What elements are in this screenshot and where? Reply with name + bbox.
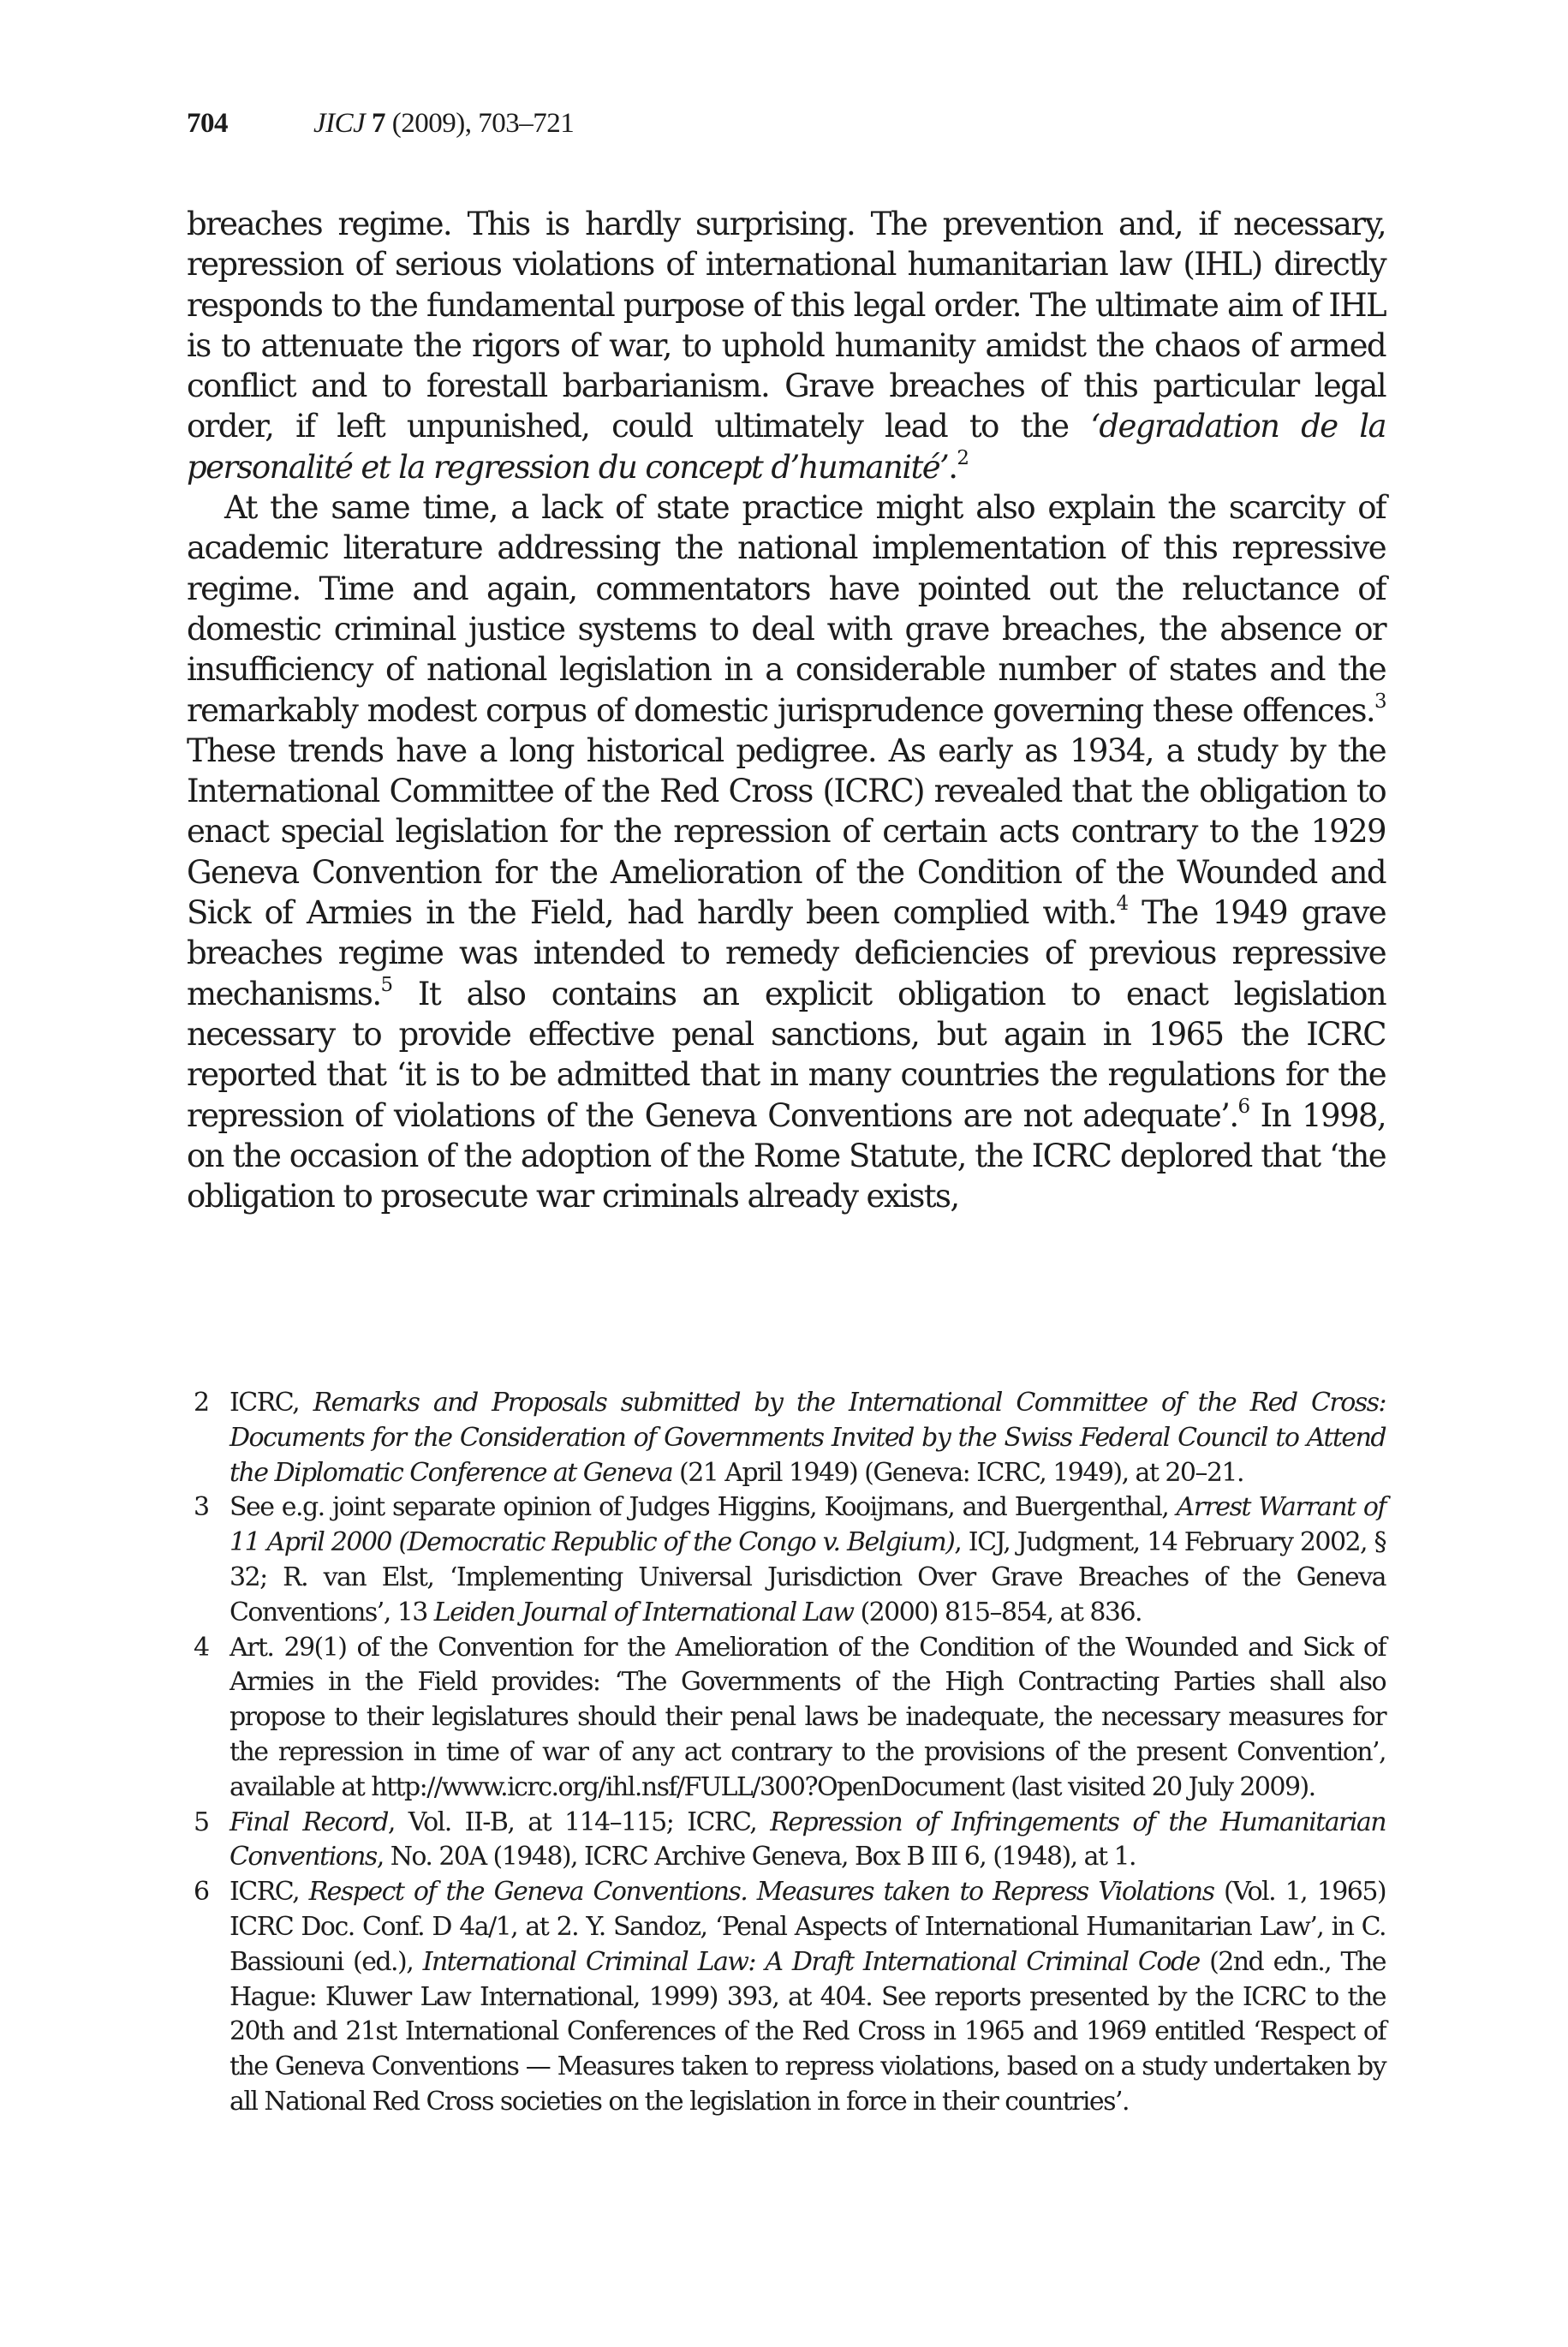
french-quote: ‘degradation de la personalité et la regression du concept d’humanité’	[187, 408, 1386, 486]
paragraph-2-sentence-4: It also contains an explicit obligation to enact legislation necessary to provide effective penal sanctions, but again in 1965 the ICRC reported that ‘it is to be admitted that in many countries the regulations for the repression of violations of the Geneva Conventions are not adequate’.	[187, 975, 1386, 1134]
journal-citation: (2009), 703–721	[385, 108, 575, 139]
footnote-italic-text: Final Record	[230, 1807, 388, 1837]
footnote-5	[187, 1806, 1386, 1876]
footnote-italic-text: Repression of Infringements of the Humanitarian Conventions	[230, 1807, 1386, 1872]
footnote-ref-3[interactable]: 3	[1374, 690, 1386, 713]
footnote-ref-2[interactable]: 2	[957, 447, 969, 470]
paragraph-2-sentence-3: The 1949 grave breaches regime was intended to remedy deficiencies of previous repressive mechanisms.	[187, 894, 1386, 1012]
paragraph-1-text: breaches regime. This is hardly surprising. The prevention and, if necessary, repression of serious violations of international humanitarian law (IHL) directly responds to the fundamental purpose of this legal order. The ultimate aim of IHL is to attenuate the rigors of war, to uphold humanity amidst the chaos of armed conflict and to forestall barbarianism. Grave breaches of this particular legal order, if left unpunished, could ultimately lead to the	[187, 206, 1386, 445]
footnote-text: See e.g. joint separate opinion of Judges Higgins, Kooijmans, and Buergenthal,	[230, 1492, 1177, 1523]
footnote-italic-text: Arrest Warrant of 11 April 2000 (Democratic Republic of the Congo v. Belgium)	[230, 1492, 1386, 1558]
paragraph-2-sentence-1: At the same time, a lack of state practice might also explain the scarcity of academic literature addressing the national implementation of this repressive regime. Time and again, commentators have pointed out the reluctance of domestic criminal justice systems to deal with grave breaches, the absence or insufficiency of national legislation in a considerable number of states and the remarkably modest corpus of domestic jurisprudence governing these offences.	[187, 489, 1386, 729]
footnote-text: (2000) 815–854, at 836.	[853, 1597, 1142, 1627]
footnotes	[187, 1386, 1386, 2120]
footnote-number: 3	[194, 1492, 209, 1523]
footnote-ref-4[interactable]: 4	[1116, 893, 1128, 916]
footnote-ref-5[interactable]: 5	[380, 974, 392, 997]
footnote-6	[187, 1875, 1386, 2120]
footnote-text: , Vol. II-B, at 114–115; ICRC,	[387, 1807, 771, 1837]
footnote-text: (2nd edn., The Hague: Kluwer Law International, 1999) 393, at 404. See reports presented by the ICRC to the 20th and 21st International Conferences of the Red Cross in 1965 and 1969 entitled ‘Respect of the Geneva Conventions — Measures taken to repress violations, based on a study undertaken by all National Red Cross societies on the legislation in force in their countries’.	[230, 1946, 1386, 2117]
paragraph-2-sentence-2: These trends have a long historical pedigree. As early as 1934, a study by the International Committee of the Red Cross (ICRC) revealed that the obligation to enact special legislation for the repression of certain acts contrary to the 1929 Geneva Convention for the Amelioration of the Condition of the Wounded and Sick of Armies in the Field, had hardly been complied with.	[187, 732, 1386, 932]
footnote-number: 5	[194, 1807, 209, 1837]
footnote-number: 4	[194, 1632, 209, 1663]
period: .	[948, 448, 957, 486]
footnote-italic-text: Respect of the Geneva Conventions. Measures taken to Repress Violations	[308, 1877, 1214, 1908]
footnote-ref-6[interactable]: 6	[1237, 1095, 1249, 1118]
paragraph-2	[187, 487, 1386, 1216]
footnote-italic-text: Leiden Journal of International Law	[433, 1597, 854, 1627]
footnote-number: 2	[194, 1388, 209, 1418]
footnote-3	[187, 1490, 1386, 1630]
footnote-text: ICRC,	[230, 1388, 313, 1418]
footnote-number: 6	[194, 1877, 209, 1908]
journal-abbrev: JICJ	[313, 108, 366, 139]
footnote-italic-text: International Criminal Law: A Draft International Criminal Code	[422, 1946, 1200, 1977]
paragraph-2-sentence-5: In 1998, on the occasion of the adoption of the Rome Statute, the ICRC deplored that ‘the obligation to prosecute war criminals already exists,	[187, 1096, 1386, 1215]
footnote-text: (21 April 1949) (Geneva: ICRC, 1949), at 20–21.	[672, 1457, 1243, 1488]
footnote-text: , ICJ, Judgment, 14 February 2002, § 32; R. van Elst, ‘Implementing Universal Jurisdiction Over Grave Breaches of the Geneva Conventions’, 13	[230, 1527, 1386, 1627]
footnote-text: (Vol. 1, 1965) ICRC Doc. Conf. D 4a/1, at 2. Y. Sandoz, ‘Penal Aspects of International Humanitarian Law’, in C. Bassiouni (ed.),	[230, 1877, 1386, 1977]
footnote-text: Art. 29(1) of the Convention for the Amelioration of the Condition of the Wounded and Sick of Armies in the Field provides: ‘The Governments of the High Contracting Parties shall also propose to their legislatures should their penal laws be inadequate, the necessary measures for the repression in time of war of any act contrary to the provisions of the present Convention’, available at http://www.icrc.org/ihl.nsf/FULL/300?OpenDocument (last visited 20 July 2009).	[230, 1632, 1386, 1802]
footnote-4	[187, 1631, 1386, 1806]
footnote-text: , No. 20A (1948), ICRC Archive Geneva, Box B III 6, (1948), at 1.	[376, 1842, 1136, 1872]
paragraph-1	[187, 204, 1386, 487]
footnote-2	[187, 1386, 1386, 1490]
page-number: 704	[187, 108, 228, 139]
running-head	[187, 106, 574, 140]
footnote-text: ICRC,	[230, 1877, 309, 1908]
footnote-italic-text: Remarks and Proposals submitted by the International Committee of the Red Cross: Documents for the Consideration of Governments Invited by the Swiss Federal Council to Attend the Diplomatic Conference at Geneva	[230, 1388, 1386, 1488]
main-text	[187, 204, 1386, 1216]
journal-volume: 7	[372, 108, 386, 139]
